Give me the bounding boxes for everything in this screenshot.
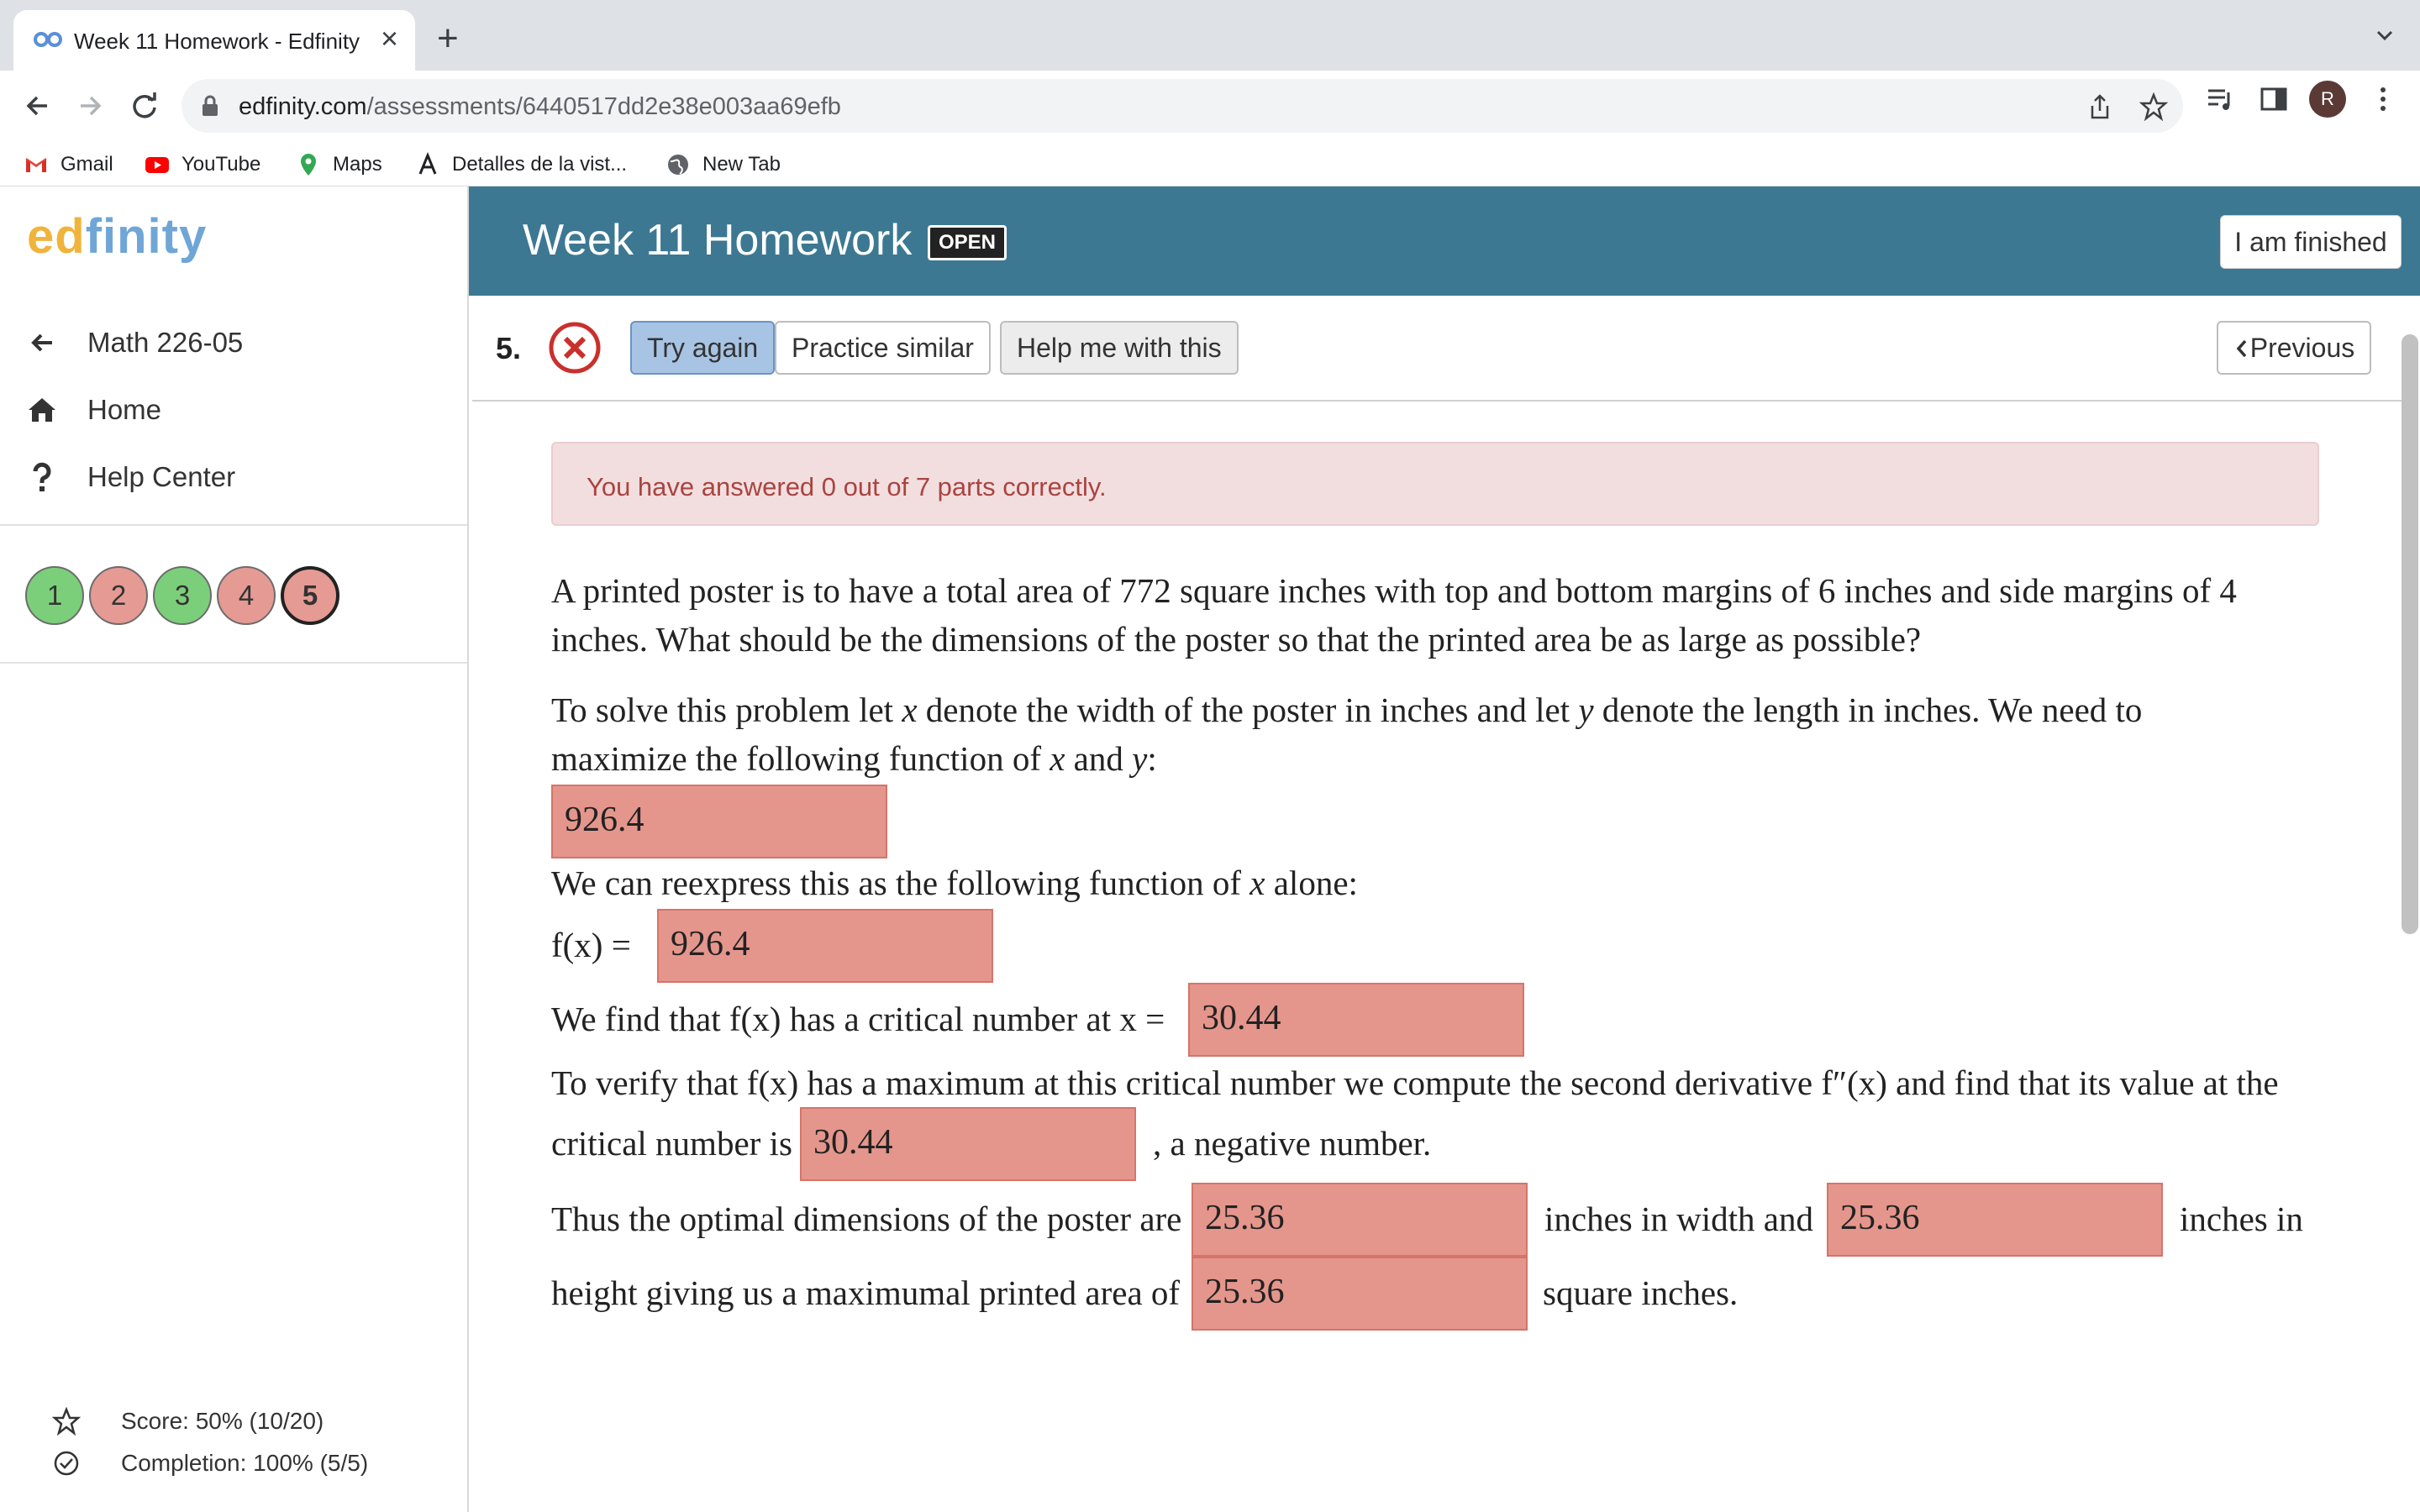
assignment-header <box>469 186 2420 296</box>
sidebar <box>0 186 469 1512</box>
new-tab-icon[interactable]: + <box>437 18 459 59</box>
home-icon <box>25 393 59 427</box>
address-bar[interactable] <box>182 79 2183 133</box>
bookmark-new-tab[interactable]: New Tab <box>666 146 781 183</box>
bookmark-detalles[interactable]: Detalles de la vist... <box>415 146 627 183</box>
dimensions-text-b: inches in width and <box>1544 1200 1813 1238</box>
bookmark-gmail[interactable]: Gmail <box>24 146 113 183</box>
check-circle-icon <box>52 1449 81 1478</box>
close-tab-icon[interactable]: × <box>380 21 398 55</box>
finished-button[interactable]: I am finished <box>2220 215 2402 269</box>
bookmarks-bar <box>0 143 2420 186</box>
critical-number-line: We find that f(x) has a critical number at x = <box>551 1000 1165 1038</box>
lock-icon <box>200 94 220 118</box>
incorrect-x-icon <box>548 321 602 375</box>
second-derivative-label: critical number is <box>551 1124 792 1163</box>
setup-line1: To solve this problem let x denote the width of the poster in inches and let y denote the length in inches. We need to <box>551 690 2143 729</box>
help-button[interactable]: Help me with this <box>1000 321 1239 375</box>
question-dot-3[interactable]: 3 <box>153 566 212 625</box>
second-derivative-line1: To verify that f(x) has a maximum at this critical number we compute the second derivative f″(x) and find that its value at the <box>551 1063 2279 1102</box>
question-dot-2[interactable]: 2 <box>89 566 148 625</box>
sidebar-item-course[interactable]: Math 226-05 <box>25 323 243 363</box>
chevron-left-icon <box>2233 338 2250 360</box>
side-panel-icon[interactable] <box>2259 84 2289 114</box>
letter-a-icon <box>415 152 440 177</box>
page-scrollbar[interactable] <box>2402 334 2418 934</box>
media-control-icon[interactable] <box>2205 84 2235 114</box>
answer-field-critical-number[interactable]: 30.44 <box>1188 983 1524 1057</box>
tab-title: Week 11 Homework - Edfinity <box>74 29 360 54</box>
answer-field-height[interactable]: 25.36 <box>1827 1183 2163 1257</box>
profile-avatar[interactable]: R <box>2309 81 2346 118</box>
globe-icon <box>666 152 691 177</box>
browser-tab-strip <box>0 0 2420 71</box>
question-number: 5. <box>496 331 522 365</box>
answer-field-function-xy[interactable]: 926.4 <box>551 785 887 858</box>
edfinity-logo[interactable]: edfinity <box>27 209 208 264</box>
chevron-down-icon[interactable] <box>2373 24 2396 47</box>
bookmark-maps[interactable]: Maps <box>296 146 382 183</box>
browser-tab[interactable] <box>13 10 415 71</box>
answer-field-second-derivative[interactable]: 30.44 <box>800 1107 1136 1181</box>
dimensions-text-a: Thus the optimal dimensions of the poster are <box>551 1200 1182 1238</box>
sidebar-item-help-center[interactable]: Help Center <box>25 457 235 497</box>
arrow-left-icon <box>25 326 59 360</box>
share-icon[interactable] <box>2086 92 2114 121</box>
edfinity-favicon-icon <box>32 27 64 52</box>
previous-button[interactable]: Previous <box>2217 321 2371 375</box>
bookmark-star-icon[interactable] <box>2139 92 2168 121</box>
practice-similar-button[interactable]: Practice similar <box>775 321 991 375</box>
question-dot-1[interactable]: 1 <box>25 566 84 625</box>
problem-statement-line1: A printed poster is to have a total area of 772 square inches with top and bottom margins of 6 inches and side margins of 4 <box>551 571 2237 610</box>
completion-stat: Completion: 100% (5/5) <box>52 1446 368 1480</box>
answer-field-width[interactable]: 25.36 <box>1192 1183 1528 1257</box>
negative-number-text: , a negative number. <box>1153 1124 1432 1163</box>
gmail-icon <box>24 152 49 177</box>
sidebar-divider <box>0 524 467 526</box>
sidebar-item-home[interactable]: Home <box>25 390 161 430</box>
score-stat: Score: 50% (10/20) <box>52 1404 324 1438</box>
reexpress-line: We can reexpress this as the following function of x alone: <box>551 864 1358 902</box>
youtube-icon <box>145 152 170 177</box>
dimensions-text-c: inches in <box>2180 1200 2303 1238</box>
maps-pin-icon <box>296 152 321 177</box>
question-dot-5-current[interactable]: 5 <box>281 566 339 625</box>
fx-label: f(x) = <box>551 926 631 964</box>
forward-icon[interactable] <box>71 86 111 126</box>
question-toolbar <box>472 296 2405 402</box>
star-icon <box>52 1407 81 1436</box>
kebab-menu-icon[interactable] <box>2368 84 2398 114</box>
back-icon[interactable] <box>17 86 57 126</box>
area-text-a: height giving us a maximumal printed area of <box>551 1273 1181 1312</box>
answer-field-fx[interactable]: 926.4 <box>657 909 993 983</box>
browser-toolbar <box>0 71 2420 143</box>
bookmark-youtube[interactable]: YouTube <box>145 146 260 183</box>
sidebar-divider <box>0 662 467 664</box>
question-mark-icon <box>25 460 59 494</box>
status-badge: OPEN <box>928 225 1007 260</box>
setup-line2: maximize the following function of x and y: <box>551 739 1157 778</box>
problem-statement-line2: inches. What should be the dimensions of the poster so that the printed area be as large as possible? <box>551 620 1922 659</box>
question-dot-4[interactable]: 4 <box>217 566 276 625</box>
try-again-button[interactable]: Try again <box>630 321 775 375</box>
url-text: edfinity.com/assessments/6440517dd2e38e003aa69efb <box>239 93 841 120</box>
page-title: Week 11 Homework <box>523 216 913 265</box>
answer-field-max-area[interactable]: 25.36 <box>1192 1257 1528 1331</box>
area-text-b: square inches. <box>1543 1273 1739 1312</box>
reload-icon[interactable] <box>124 86 165 126</box>
result-alert: You have answered 0 out of 7 parts correctly. <box>551 442 2319 526</box>
